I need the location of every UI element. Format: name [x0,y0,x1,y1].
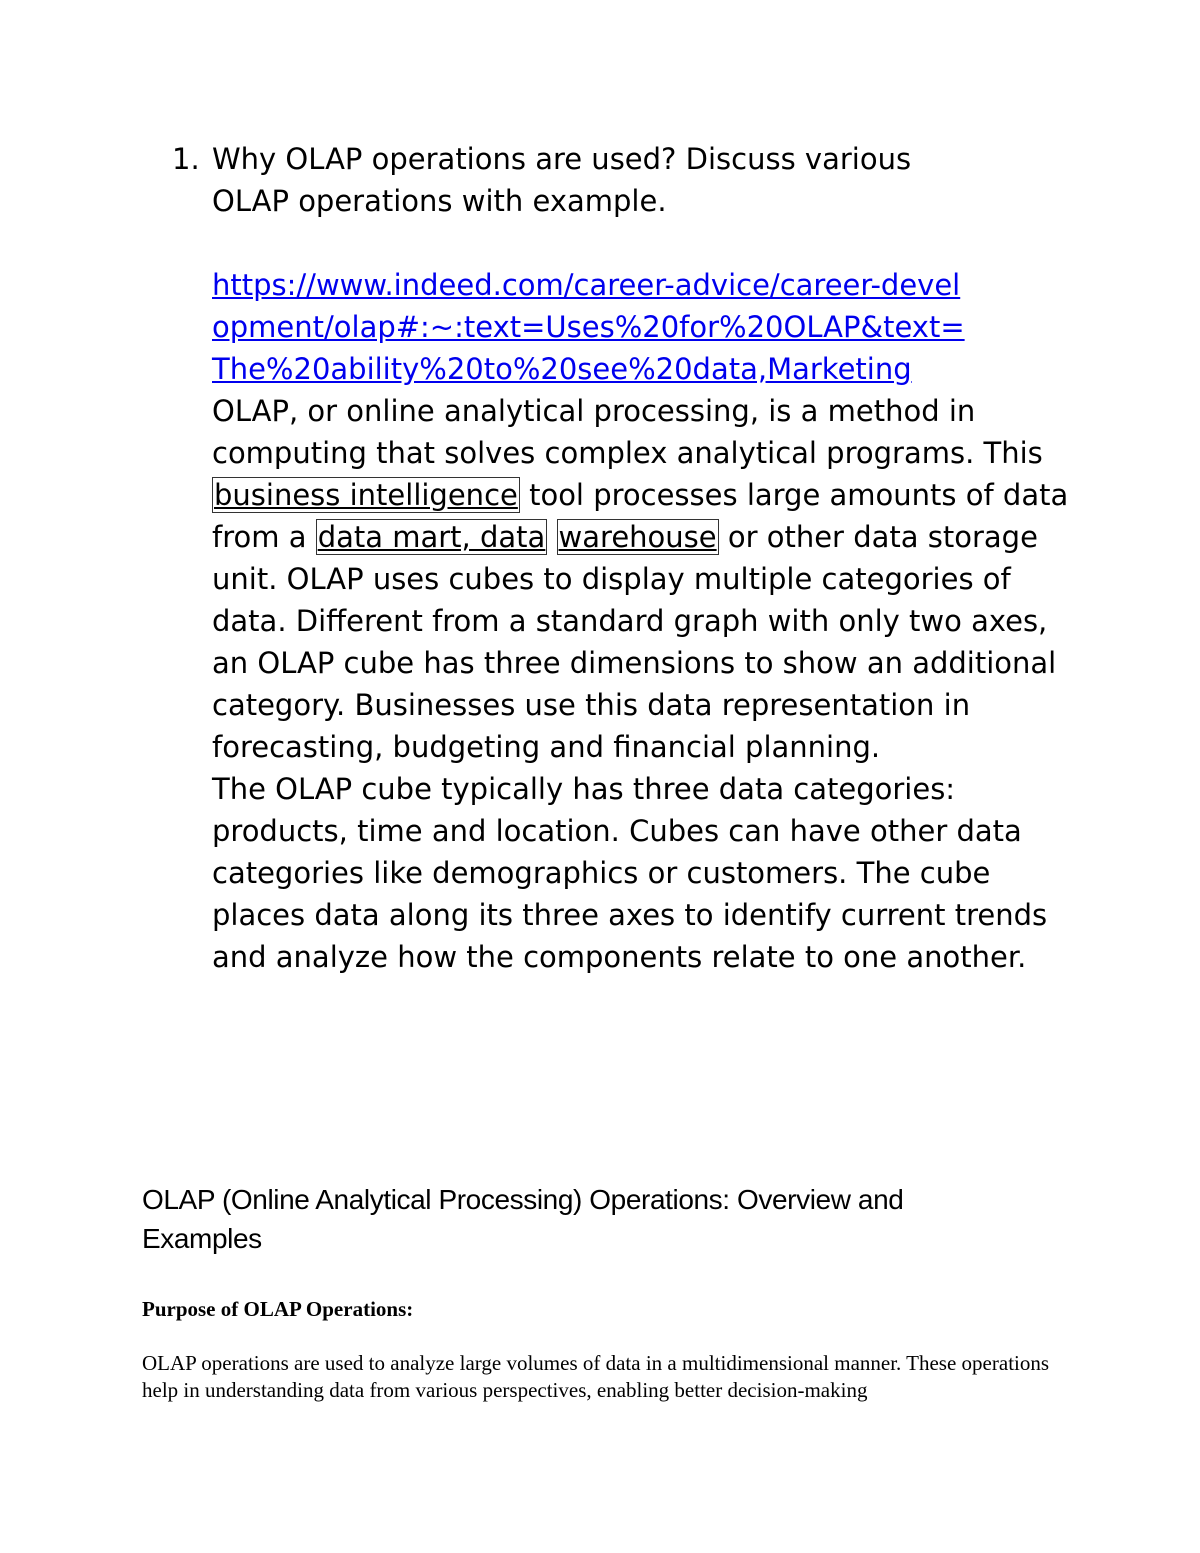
excerpt-paragraph-1 [212,390,1072,768]
data-warehouse-link[interactable]: warehouse [558,520,717,554]
excerpt-intro: OLAP, or online analytical processing, is a method in computing that solves complex analytical programs. This [212,394,1043,470]
reference-link[interactable]: https://www.indeed.com/career-advice/career-development/olap#:~:text=Uses%20for%20OLAP&text=The%20ability%20to%20see%20data,Marketing [212,268,965,386]
question-text: Why OLAP operations are used? Discuss various OLAP operations with example. [212,142,912,218]
reference-link-block [212,264,972,390]
question-block [172,138,1072,978]
section-subheading: Purpose of OLAP Operations: [142,1297,414,1321]
list-number: 1. [172,142,200,176]
section-paragraph: OLAP operations are used to analyze large volumes of data in a multidimensional manner. These operations help in understanding data from various perspectives, enabling better decision-making [142,1351,1050,1402]
data-mart-link[interactable]: data mart, data [317,520,546,554]
excerpt-mid: tool processes large amounts of data from a [212,478,1069,554]
excerpt-end: or other data storage unit. OLAP uses cubes to display multiple categories of data. Different from a standard graph with only two axes, an OLAP cube has three dimensions to show an additional category. Businesses use this data representation in forecasting, budgeting and financial planning. [212,520,1057,764]
business-intelligence-link[interactable]: business intelligence [214,478,518,512]
excerpt-paragraph-2: The OLAP cube typically has three data categories: products, time and location. Cubes can have other data categories like demographics or customers. The cube places data along its three axes to identify current trends and analyze how the components relate to one another. [212,772,1048,974]
section-heading: OLAP (Online Analytical Processing) Operations: Overview and Examples [142,1184,904,1254]
